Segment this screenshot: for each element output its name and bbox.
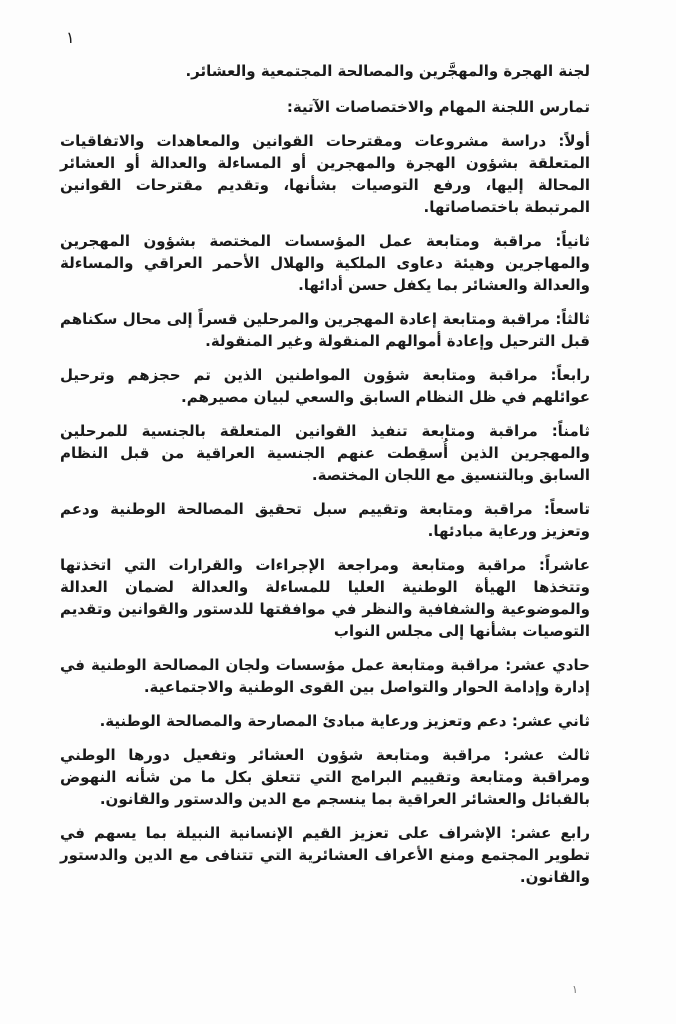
duty-text: مراقبة ومتابعة شؤون المواطنين الذين تم حجزهم وترحيل عوائلهم في ظل النظام السابق والسعي لبيان مصيرهم. (60, 366, 590, 406)
duty-text: مراقبة ومتابعة عمل المؤسسات المختصة بشؤون المهجرين والمهاجرين وهيئة دعاوى الملكية والهلال الأحمر العراقي والمساءلة والعدالة والعشائر بما يكفل حسن أدائها. (60, 232, 590, 294)
document-body (60, 60, 590, 900)
duty-text: الإشراف على تعزيز القيم الإنسانية النبيلة بما يسهم في تطوير المجتمع ومنع الأعراف العشائرية التي تتنافى مع الدين والدستور والقانون. (60, 824, 590, 886)
duty-item (60, 822, 590, 888)
duty-label: رابع عشر: (510, 824, 590, 842)
committee-title: لجنة الهجرة والمهجَّرين والمصالحة المجتمعية والعشائر. (185, 62, 590, 80)
duty-item (60, 744, 590, 810)
duty-label: حادي عشر: (505, 656, 590, 674)
duty-text: مراقبة ومتابعة ومراجعة الإجراءات والقرارات التي اتخذتها وتتخذها الهيأة الوطنية العليا للمساءلة والعدالة لضمان العدالة والموضوعية والشفافية والنظر في موافقتها للدستور والقوانين وتقديم التوصيات بشأنها إلى مجلس النواب (60, 556, 590, 640)
duty-item (60, 654, 590, 698)
duty-item (60, 308, 590, 352)
intro-text: تمارس اللجنة المهام والاختصاصات الآتية: (286, 98, 590, 116)
duty-label: ثالثاً: (555, 310, 590, 328)
duty-label: أولاً: (558, 132, 590, 150)
duty-text: مراقبة ومتابعة عمل مؤسسات ولجان المصالحة الوطنية في إدارة وإدامة الحوار والتواصل بين القوى الوطنية والاجتماعية. (60, 656, 590, 696)
duty-text: مراقبة ومتابعة شؤون العشائر وتفعيل دورها الوطني ومراقبة ومتابعة وتقييم البرامج التي تتعلق بكل ما من شأنه النهوض بالقبائل والعشائر العراقية بما ينسجم مع الدين والدستور والقانون. (60, 746, 590, 808)
duty-text: مراقبة ومتابعة وتقييم سبل تحقيق المصالحة الوطنية ودعم وتعزيز ورعاية مبادئها. (60, 500, 590, 540)
duty-text: دعم وتعزيز ورعاية مبادئ المصارحة والمصالحة الوطنية. (99, 712, 507, 730)
duties-list (60, 130, 590, 888)
duty-label: ثاني عشر: (511, 712, 590, 730)
footer-page-mark: ١ (572, 983, 578, 996)
duty-label: رابعاً: (550, 366, 590, 384)
duty-item (60, 554, 590, 642)
duty-item (60, 498, 590, 542)
duty-item (60, 364, 590, 408)
duty-text: مراقبة ومتابعة تنفيذ القوانين المتعلقة بالجنسية للمرحلين والمهجرين الذين أُسقِطت عنهم الجنسية العراقية من قبل النظام السابق وبالتنسيق مع اللجان المختصة. (60, 422, 590, 484)
duty-label: تاسعاً: (543, 500, 590, 518)
duty-item (60, 420, 590, 486)
duty-item (60, 130, 590, 218)
duty-label: ثانياً: (555, 232, 590, 250)
duty-text: دراسة مشروعات ومقترحات القوانين والمعاهدات والاتفاقيات المتعلقة بشؤون الهجرة والمهجرين أو المساءلة والعدالة أو العشائر المحالة إليها، ورفع التوصيات بشأنها، وتقديم مقترحات القوانين المرتبطة باختصاصاتها. (60, 132, 590, 216)
duty-item (60, 230, 590, 296)
duty-label: ثامناً: (551, 422, 590, 440)
duty-label: ثالث عشر: (503, 746, 590, 764)
duty-label: عاشراً: (538, 556, 590, 574)
duty-item (60, 710, 590, 732)
page-number: ١ (66, 28, 75, 47)
duty-text: مراقبة ومتابعة إعادة المهجرين والمرحلين قسراً إلى محال سكناهم قبل الترحيل وإعادة أموالهم المنقولة وغير المنقولة. (60, 310, 590, 350)
